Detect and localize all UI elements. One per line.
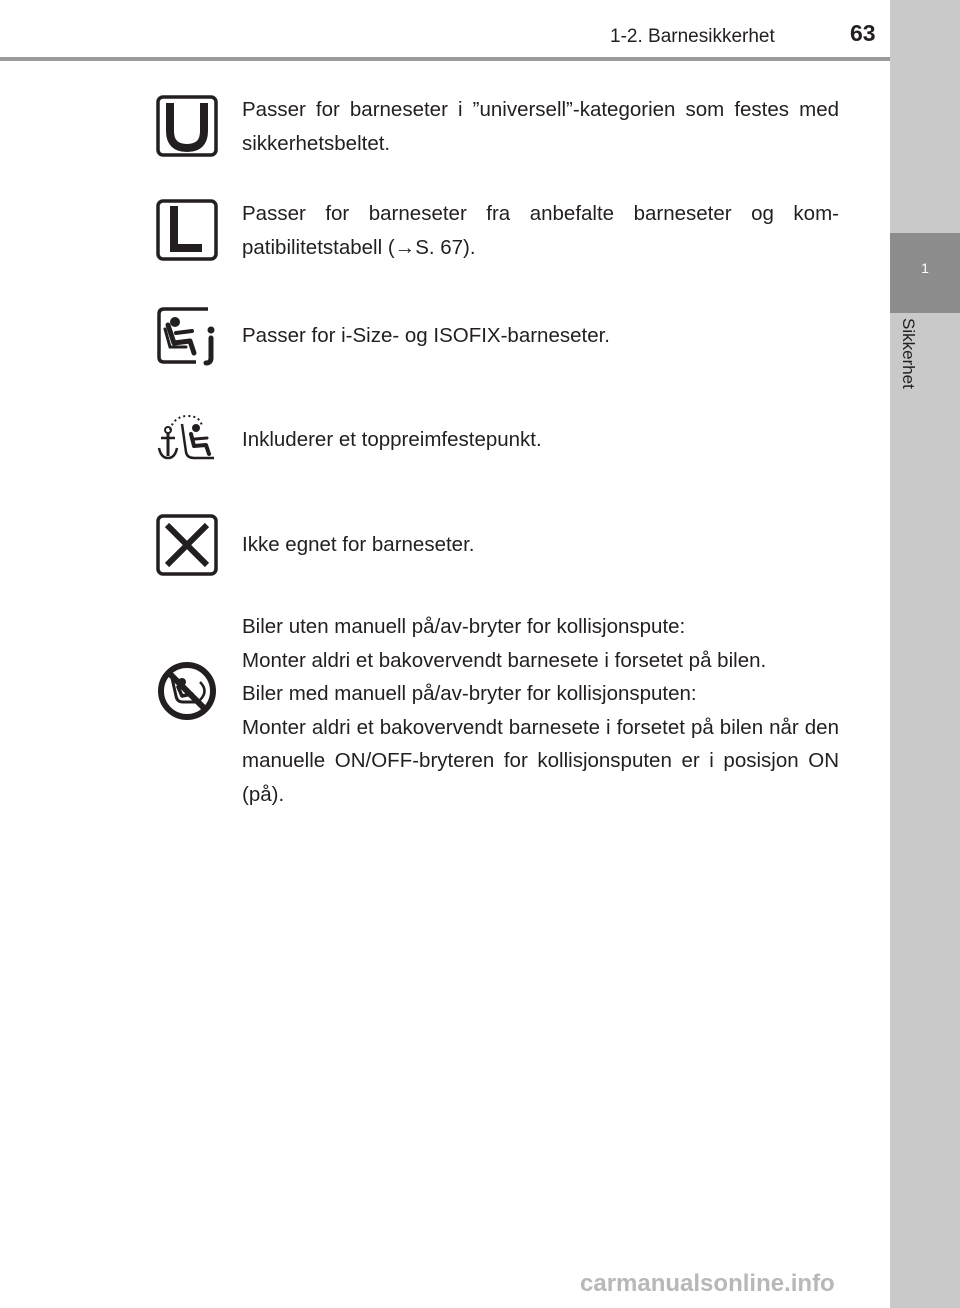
isofix-child-seat-icon: [156, 305, 218, 367]
airbag-warning-text: [242, 610, 839, 811]
no-rearward-seat-airbag-icon: [156, 660, 218, 722]
section-title: 1-2. Barnesikkerhet: [610, 26, 775, 47]
not-suitable-x-icon: [156, 514, 218, 576]
universal-u-icon: [156, 95, 218, 157]
symbol-description: Passer for barneseter fra anbefalte barneseter og kom-patibilitetstabell (→S. 67).: [242, 202, 839, 259]
symbol-description: Passer for i-Size- og ISOFIX-barneseter.: [242, 324, 610, 347]
top-tether-anchor-icon: [156, 412, 218, 474]
warning-line: Biler uten manuell på/av-bryter for kollisjonspute:: [242, 615, 686, 638]
header-rule: [0, 57, 890, 61]
letter-l-icon: [156, 199, 218, 261]
page-number: 63: [850, 20, 876, 46]
warning-line: Biler med manuell på/av-bryter for kollisjonsputen:: [242, 682, 697, 705]
symbol-description: Inkluderer et toppreimfestepunkt.: [242, 428, 542, 451]
chapter-label: Sikkerhet: [899, 318, 918, 389]
warning-line: Monter aldri et bakovervendt barnesete i forsetet på bilen.: [242, 648, 767, 672]
chapter-tab[interactable]: 1: [890, 233, 960, 313]
side-band: [890, 0, 960, 1308]
symbol-description: Ikke egnet for barneseter.: [242, 533, 475, 556]
warning-line: Monter aldri et bakovervendt barnesete i forsetet på bilen når den manuelle ON/OFF-bryteren for kollisjonsputen er i posisjon ON (på).: [242, 715, 839, 806]
watermark: carmanualsonline.info: [580, 1270, 835, 1297]
symbol-description: Passer for barneseter i ”universell”-kategorien som festes med sikkerhetsbeltet.: [242, 98, 839, 155]
